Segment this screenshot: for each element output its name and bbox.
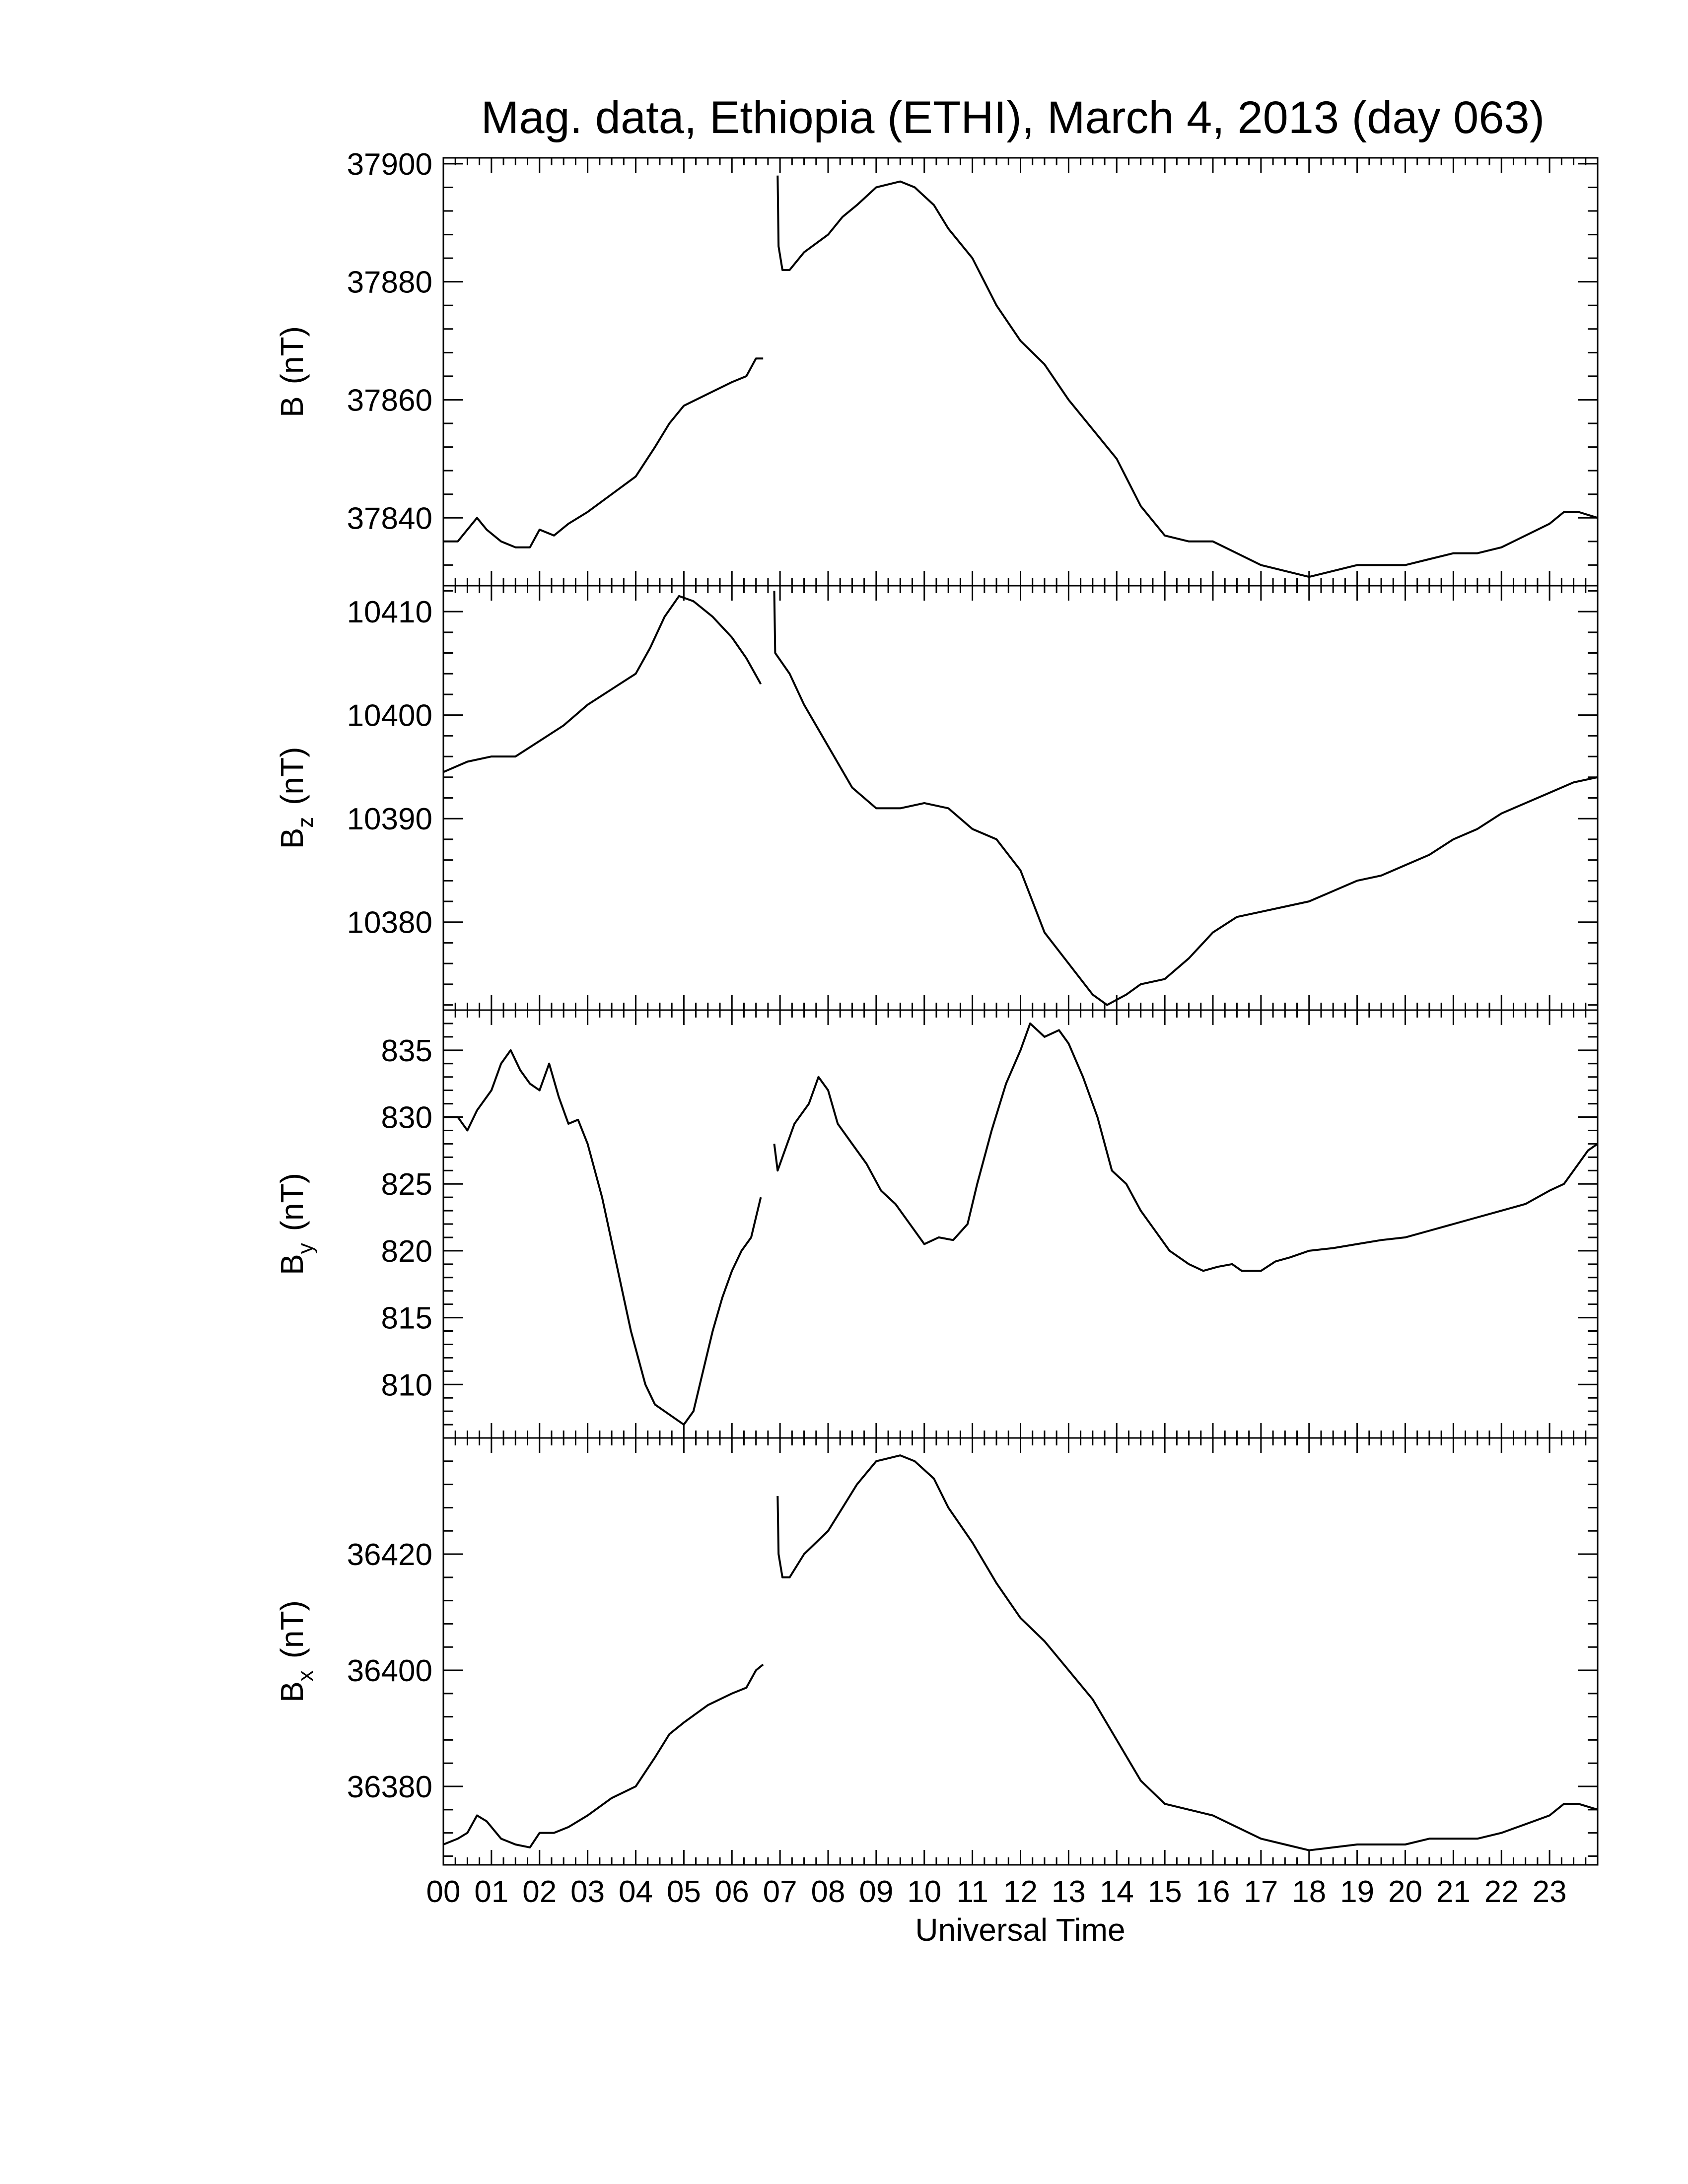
y-axis-label-main: B: [274, 1681, 310, 1703]
series-line-segment-1: [443, 1664, 763, 1847]
series-line-segment-1: [443, 1050, 761, 1425]
plot-frame: [443, 1438, 1598, 1865]
x-tick-label: 03: [570, 1875, 605, 1909]
y-axis-label: [274, 747, 318, 849]
y-tick-label: 810: [381, 1368, 432, 1403]
panel-3: [274, 1010, 1598, 1438]
x-tick-label: 09: [859, 1875, 894, 1909]
panels-container: [274, 147, 1598, 1865]
panel-2: [274, 586, 1598, 1010]
y-axis-label-unit: (nT): [274, 326, 310, 394]
x-tick-label: 16: [1196, 1875, 1230, 1909]
x-tick-label: 04: [619, 1875, 653, 1909]
y-tick-label: 10390: [347, 802, 432, 837]
y-axis-label-subscript: y: [293, 1243, 318, 1254]
panel-4: [274, 1438, 1598, 1865]
x-tick-label: 19: [1340, 1875, 1375, 1909]
plot-frame: [443, 158, 1598, 586]
y-tick-label: 10380: [347, 905, 432, 940]
y-tick-label: 830: [381, 1100, 432, 1135]
series-line-segment-2: [777, 1455, 1598, 1850]
x-tick-label: 15: [1147, 1875, 1182, 1909]
x-tick-label: 13: [1051, 1875, 1086, 1909]
x-tick-label: 07: [763, 1875, 797, 1909]
y-tick-label: 36380: [347, 1770, 432, 1805]
x-tick-label: 18: [1292, 1875, 1327, 1909]
y-axis-label-unit: (nT): [274, 1600, 310, 1668]
series-line-segment-2: [774, 1024, 1598, 1271]
x-tick-label: 17: [1244, 1875, 1278, 1909]
x-tick-label: 11: [956, 1875, 988, 1909]
panel-1: [274, 147, 1598, 586]
y-tick-label: 37860: [347, 383, 432, 418]
y-axis-label-unit: (nT): [274, 1173, 310, 1240]
y-tick-label: 820: [381, 1234, 432, 1269]
y-axis-label-main: B: [274, 827, 310, 849]
series-line-segment-1: [443, 358, 763, 547]
y-axis-label-main: B: [274, 396, 310, 417]
x-tick-label: 22: [1484, 1875, 1519, 1909]
y-tick-label: 10400: [347, 698, 432, 733]
x-tick-label: 08: [811, 1875, 845, 1909]
x-tick-label: 20: [1388, 1875, 1422, 1909]
x-tick-label: 10: [907, 1875, 942, 1909]
x-axis-label: Universal Time: [915, 1912, 1125, 1948]
y-tick-label: 815: [381, 1301, 432, 1336]
x-axis: [426, 1875, 1567, 1909]
x-tick-label: 23: [1532, 1875, 1567, 1909]
plot-frame: [443, 586, 1598, 1010]
x-tick-label: 14: [1099, 1875, 1134, 1909]
x-tick-label: 01: [474, 1875, 509, 1909]
x-tick-label: 21: [1436, 1875, 1471, 1909]
y-axis-label: [274, 1173, 318, 1275]
x-tick-label: 05: [666, 1875, 701, 1909]
series-line-segment-2: [777, 176, 1598, 577]
y-axis-label-subscript: x: [293, 1670, 318, 1682]
y-axis-label-subscript: z: [293, 817, 318, 828]
series-line-segment-1: [443, 596, 761, 772]
x-tick-label: 00: [426, 1875, 461, 1909]
y-axis-label: [274, 326, 310, 417]
y-tick-label: 37900: [347, 147, 432, 182]
y-tick-label: 37880: [347, 265, 432, 300]
y-tick-label: 825: [381, 1167, 432, 1202]
y-tick-label: 36420: [347, 1538, 432, 1572]
y-tick-label: 835: [381, 1033, 432, 1068]
y-tick-label: 36400: [347, 1654, 432, 1689]
y-axis-label-unit: (nT): [274, 747, 310, 814]
x-tick-label: 02: [522, 1875, 557, 1909]
y-tick-label: 37840: [347, 501, 432, 536]
y-tick-label: 10410: [347, 595, 432, 630]
plot-frame: [443, 1010, 1598, 1438]
chart-title: Mag. data, Ethiopia (ETHI), March 4, 2013 (day 063): [481, 92, 1545, 143]
y-axis-label: [274, 1600, 318, 1703]
series-line-segment-2: [774, 591, 1598, 1005]
y-axis-label-main: B: [274, 1254, 310, 1275]
x-tick-label: 12: [1003, 1875, 1038, 1909]
x-tick-label: 06: [714, 1875, 749, 1909]
